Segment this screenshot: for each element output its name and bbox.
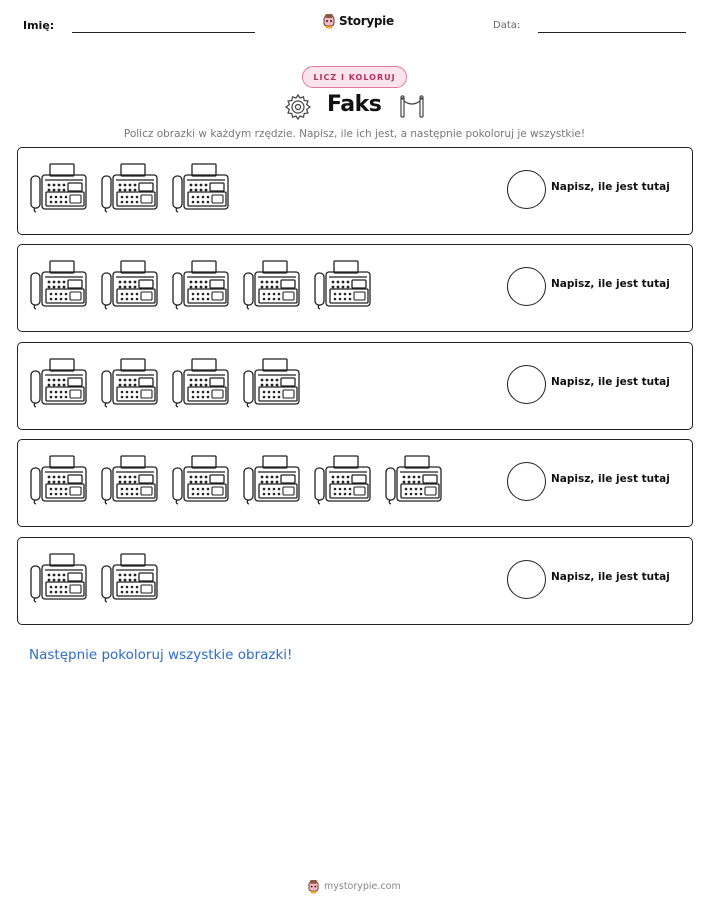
footer-url[interactable]: mystorypie.com [324, 881, 401, 892]
fax-machine-icon[interactable] [101, 259, 159, 311]
answer-label: Napisz, ile jest tutaj [551, 376, 670, 388]
answer-circle[interactable] [507, 462, 546, 501]
footer-brand [307, 879, 401, 894]
date-label: Data: [493, 20, 521, 31]
fax-machine-icon[interactable] [101, 552, 159, 604]
gear-icon [284, 93, 312, 121]
fax-machine-icon[interactable] [101, 454, 159, 506]
fax-machine-icon[interactable] [385, 454, 443, 506]
fax-machine-icon[interactable] [101, 162, 159, 214]
name-write-line[interactable] [72, 32, 255, 33]
fax-machine-icon[interactable] [172, 259, 230, 311]
fax-machine-icon[interactable] [314, 259, 372, 311]
answer-label: Napisz, ile jest tutaj [551, 181, 670, 193]
fax-machine-icon[interactable] [30, 552, 88, 604]
fax-machine-icon[interactable] [30, 357, 88, 409]
answer-label: Napisz, ile jest tutaj [551, 571, 670, 583]
brand-name: Storypie [339, 14, 394, 28]
coloring-note: Następnie pokoloruj wszystkie obrazki! [29, 647, 293, 663]
fax-machine-icon[interactable] [172, 357, 230, 409]
fax-machine-icon[interactable] [30, 454, 88, 506]
counting-row [17, 244, 693, 332]
name-label: Imię: [23, 19, 55, 32]
storypie-mascot-icon [322, 13, 336, 29]
fax-machine-icon[interactable] [243, 357, 301, 409]
counting-row [17, 342, 693, 430]
date-write-line[interactable] [538, 32, 686, 33]
fax-machine-icon[interactable] [30, 162, 88, 214]
activity-badge: LICZ I KOLORUJ [302, 66, 407, 88]
counting-row [17, 147, 693, 235]
brand-logo [322, 13, 394, 29]
fax-machine-icon[interactable] [172, 454, 230, 506]
answer-circle[interactable] [507, 560, 546, 599]
fax-machine-icon[interactable] [243, 454, 301, 506]
fax-machine-icon[interactable] [243, 259, 301, 311]
rope-barrier-icon [398, 95, 426, 119]
instructions: Policz obrazki w każdym rzędzie. Napisz, ile ich jest, a następnie pokoloruj je wszystkie! [123, 128, 586, 140]
storypie-mascot-icon [307, 879, 320, 894]
answer-circle[interactable] [507, 170, 546, 209]
fax-machine-icon[interactable] [314, 454, 372, 506]
answer-circle[interactable] [507, 267, 546, 306]
counting-row [17, 439, 693, 527]
fax-machine-icon[interactable] [172, 162, 230, 214]
answer-label: Napisz, ile jest tutaj [551, 473, 670, 485]
fax-machine-icon[interactable] [30, 259, 88, 311]
page-title: Faks [327, 92, 382, 117]
counting-row [17, 537, 693, 625]
fax-machine-icon[interactable] [101, 357, 159, 409]
answer-label: Napisz, ile jest tutaj [551, 278, 670, 290]
answer-circle[interactable] [507, 365, 546, 404]
